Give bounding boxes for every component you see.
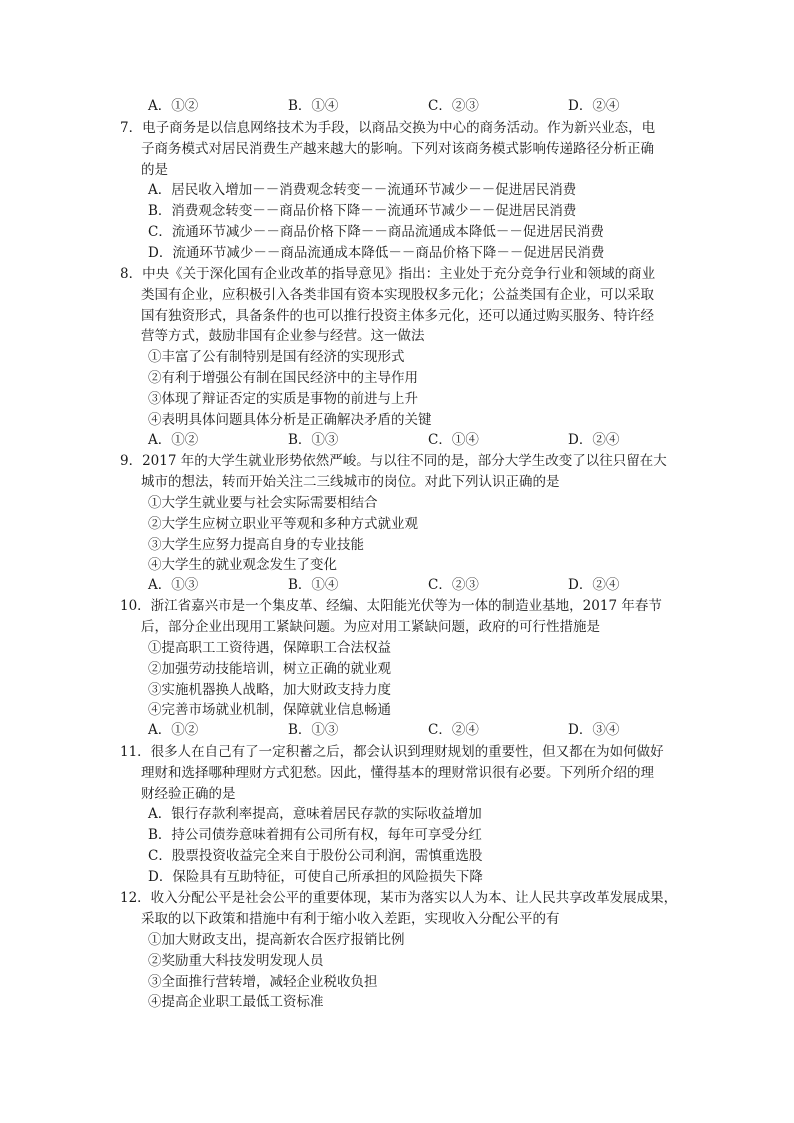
q7-choice-b[interactable]: B．消费观念转变－－商品价格下降－－流通环节减少－－促进居民消费 <box>148 203 577 219</box>
q10-options <box>148 720 628 740</box>
q9-stem-line-1: 9．2017 年的大学生就业形势依然严峻。与以往不同的是，部分大学生改变了以往只留在大 <box>120 453 667 469</box>
q11-choice-b[interactable]: B．持公司债券意味着拥有公司所有权，每年可享受分红 <box>148 827 482 843</box>
q8-item-3: ③体现了辩证否定的实质是事物的前进与上升 <box>148 391 418 407</box>
q9-item-2: ②大学生应树立职业平等观和多种方式就业观 <box>148 516 418 532</box>
q9-option-b[interactable]: B．①④ <box>288 577 339 593</box>
q6-option-b[interactable]: B．①④ <box>288 98 339 114</box>
q11-stem-line-1: 11．很多人在自己有了一定积蓄之后，都会认识到理财规划的重要性，但又都在为如何做好 <box>120 744 664 760</box>
q6-option-d[interactable]: D．②④ <box>568 98 620 114</box>
q7-stem-line-2: 子商务模式对居民消费生产越来越大的影响。下列对该商务模式影响传递路径分析正确 <box>141 141 654 157</box>
q8-options <box>148 430 628 450</box>
q9-stem-line-2: 城市的想法，转而开始关注二三线城市的岗位。对此下列认识正确的是 <box>141 474 560 490</box>
q8-item-2: ②有利于增强公有制在国民经济中的主导作用 <box>148 370 418 386</box>
q12-item-3: ③全面推行营转增，减轻企业税收负担 <box>148 974 378 990</box>
q10-option-a[interactable]: A．①② <box>148 722 199 738</box>
q8-option-d[interactable]: D．②④ <box>568 432 620 448</box>
q10-item-3: ③实施机器换人战略，加大财政支持力度 <box>148 682 391 698</box>
q10-option-b[interactable]: B．①③ <box>288 722 339 738</box>
q7-choice-a[interactable]: A．居民收入增加－－消费观念转变－－流通环节减少－－促进居民消费 <box>148 182 577 198</box>
q9-item-3: ③大学生应努力提高自身的专业技能 <box>148 537 364 553</box>
q11-stem-line-3: 财经验正确的是 <box>141 786 236 802</box>
q10-option-c[interactable]: C．②④ <box>428 722 479 738</box>
q12-item-1: ①加大财政支出，提高新农合医疗报销比例 <box>148 932 405 948</box>
q9-option-c[interactable]: C．②③ <box>428 577 479 593</box>
q6-options <box>148 96 628 116</box>
q8-item-1: ①丰富了公有制特别是国有经济的实现形式 <box>148 349 405 365</box>
q8-option-b[interactable]: B．①③ <box>288 432 339 448</box>
q8-stem-line-3: 国有独资形式，具备条件的也可以推行投资主体多元化，还可以通过购买服务、特许经 <box>141 308 654 324</box>
q10-stem-line-2: 后，部分企业出现用工紧缺问题。为应对用工紧缺问题，政府的可行性措施是 <box>141 619 600 635</box>
q6-option-a[interactable]: A．①② <box>148 98 199 114</box>
q6-option-c[interactable]: C．②③ <box>428 98 479 114</box>
q11-choice-a[interactable]: A．银行存款利率提高，意味着居民存款的实际收益增加 <box>148 806 482 822</box>
q10-item-2: ②加强劳动技能培训，树立正确的就业观 <box>148 661 391 677</box>
q8-stem-line-2: 类国有企业，应积极引入各类非国有资本实现股权多元化；公益类国有企业，可以采取 <box>141 287 654 303</box>
q7-stem-line-3: 的是 <box>141 162 168 178</box>
q12-stem-line-2: 采取的以下政策和措施中有利于缩小收入差距，实现收入分配公平的有 <box>141 911 560 927</box>
q7-choice-d[interactable]: D．流通环节减少－－商品流通成本降低－－商品价格下降－－促进居民消费 <box>148 245 605 261</box>
q11-choice-d[interactable]: D．保险具有互助特征，可使自己所承担的风险损失下降 <box>148 869 483 885</box>
q8-stem-line-1: 8．中央《关于深化国有企业改革的指导意见》指出：主业处于充分竞争行业和领域的商业 <box>120 266 656 282</box>
q11-stem-line-2: 理财和选择哪种理财方式犯愁。因此，懂得基本的理财常识很有必要。下列所介绍的理 <box>141 765 654 781</box>
q7-stem-line-1: 7．电子商务是以信息网络技术为手段，以商品交换为中心的商务活动。作为新兴业态，电 <box>120 120 656 136</box>
q12-item-2: ②奖励重大科技发明发现人员 <box>148 953 324 969</box>
q9-option-a[interactable]: A．①③ <box>148 577 199 593</box>
q9-item-1: ①大学生就业要与社会实际需要相结合 <box>148 495 378 511</box>
q12-item-4: ④提高企业职工最低工资标准 <box>148 994 324 1010</box>
q8-item-4: ④表明具体问题具体分析是正确解决矛盾的关键 <box>148 412 432 428</box>
q10-item-1: ①提高职工工资待遇，保障职工合法权益 <box>148 640 391 656</box>
q10-option-d[interactable]: D．③④ <box>568 722 620 738</box>
q8-option-a[interactable]: A．①② <box>148 432 199 448</box>
q7-choice-c[interactable]: C．流通环节减少－－商品价格下降－－商品流通成本降低－－促进居民消费 <box>148 224 604 240</box>
q12-stem-line-1: 12．收入分配公平是社会公平的重要体现，某市为落实以人为本、让人民共享改革发展成果， <box>120 890 678 906</box>
q10-item-4: ④完善市场就业机制，保障就业信息畅通 <box>148 702 391 718</box>
q11-choice-c[interactable]: C．股票投资收益完全来自于股份公司利润，需慎重选股 <box>148 848 483 864</box>
q9-option-d[interactable]: D．②④ <box>568 577 620 593</box>
q9-item-4: ④大学生的就业观念发生了变化 <box>148 557 337 573</box>
q8-stem-line-4: 营等方式，鼓励非国有企业参与经营。这一做法 <box>141 328 425 344</box>
q8-option-c[interactable]: C．①④ <box>428 432 479 448</box>
q10-stem-line-1: 10．浙江省嘉兴市是一个集皮革、经编、太阳能光伏等为一体的制造业基地，2017 年春节 <box>120 598 662 614</box>
q9-options <box>148 575 628 595</box>
